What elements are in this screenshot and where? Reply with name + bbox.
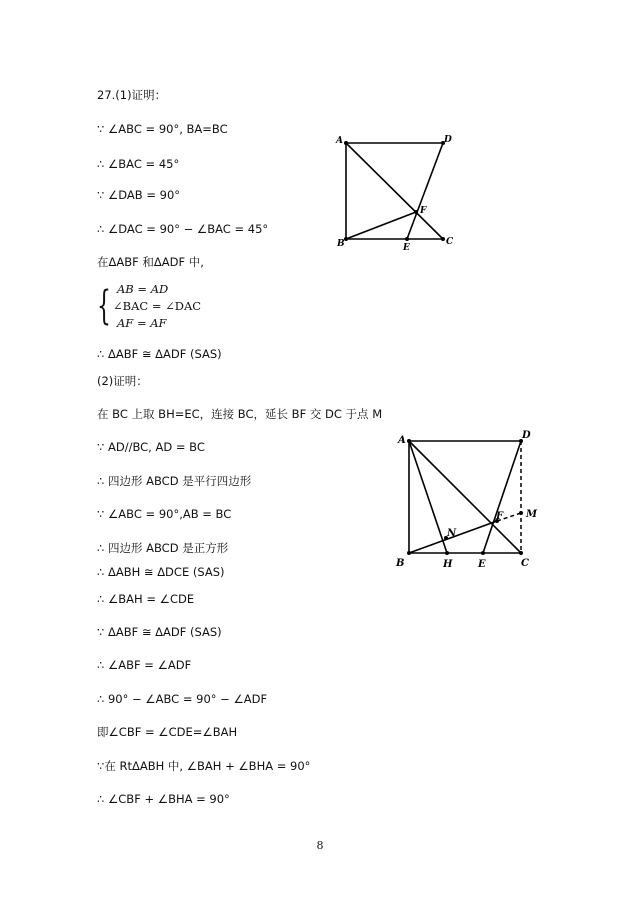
- brace-row: AF = AF: [117, 316, 167, 330]
- point-A: [407, 439, 411, 443]
- label-D: D: [444, 135, 452, 145]
- proof-line: 在ΔABF 和ΔADF 中,: [97, 255, 204, 269]
- brace-row: AB = AD: [117, 282, 169, 296]
- proof-line: ∴ ∠BAH = ∠CDE: [97, 592, 195, 606]
- proof-line: ∴ ∠DAC = 90° − ∠BAC = 45°: [97, 222, 269, 236]
- segment-DE: [483, 441, 521, 553]
- proof-line: ∴ ∠BAC = 45°: [97, 157, 180, 171]
- proof-line: ∴ ΔABH ≅ ΔDCE (SAS): [97, 565, 225, 579]
- label-B: B: [337, 239, 345, 249]
- point-M: [519, 511, 523, 515]
- label-H: H: [443, 559, 453, 570]
- part1-title: 27.(1)证明：: [97, 88, 167, 102]
- point-B: [407, 551, 411, 555]
- point-E: [481, 551, 485, 555]
- page-number: 8: [316, 839, 324, 852]
- label-M: M: [526, 509, 538, 520]
- proof-line: ∵ ∠ABC = 90°, BA=BC: [97, 122, 228, 136]
- proof-line: ∴ 四边形 ABCD 是平行四边形: [97, 474, 252, 488]
- brace-row: ∠BAC = ∠DAC: [113, 299, 202, 313]
- proof-line: ∵ AD//BC, AD = BC: [97, 440, 205, 454]
- point-H: [445, 551, 449, 555]
- label-A: A: [398, 435, 406, 446]
- proof-line: ∴ 四边形 ABCD 是正方形: [97, 541, 229, 555]
- proof-line: 即∠CBF = ∠CDE=∠BAH: [97, 725, 238, 739]
- proof-line: ∴ ΔABF ≅ ΔADF (SAS): [97, 347, 222, 361]
- label-N: N: [447, 528, 457, 539]
- segment-AH: [409, 441, 447, 553]
- proof-line: 在 BC 上取 BH=EC，连接 BC，延长 BF 交 DC 于点 M: [97, 407, 383, 421]
- label-F: F: [420, 206, 427, 216]
- label-E: E: [403, 243, 410, 253]
- label-D: D: [522, 430, 531, 441]
- label-E: E: [478, 559, 486, 570]
- label-A: A: [336, 136, 343, 146]
- label-F: F: [496, 511, 504, 522]
- proof-line: ∵ ΔABF ≅ ΔADF (SAS): [97, 625, 222, 639]
- proof-line: ∴ 90° − ∠ABC = 90° − ∠ADF: [97, 692, 268, 706]
- proof-line: ∵在 RtΔABH 中, ∠BAH + ∠BHA = 90°: [97, 759, 311, 773]
- label-C: C: [521, 558, 529, 569]
- label-B: B: [396, 558, 405, 569]
- proof-line: ∵ ∠DAB = 90°: [97, 188, 181, 202]
- segment-AC: [409, 441, 521, 553]
- proof-line: ∵ ∠ABC = 90°,AB = BC: [97, 507, 232, 521]
- proof-line: ∴ ∠CBF + ∠BHA = 90°: [97, 792, 230, 806]
- left-brace: {: [97, 283, 111, 329]
- point-C: [519, 551, 523, 555]
- proof-line: ∴ ∠ABF = ∠ADF: [97, 658, 192, 672]
- label-C: C: [446, 237, 454, 247]
- part2-title: (2)证明：: [97, 374, 148, 388]
